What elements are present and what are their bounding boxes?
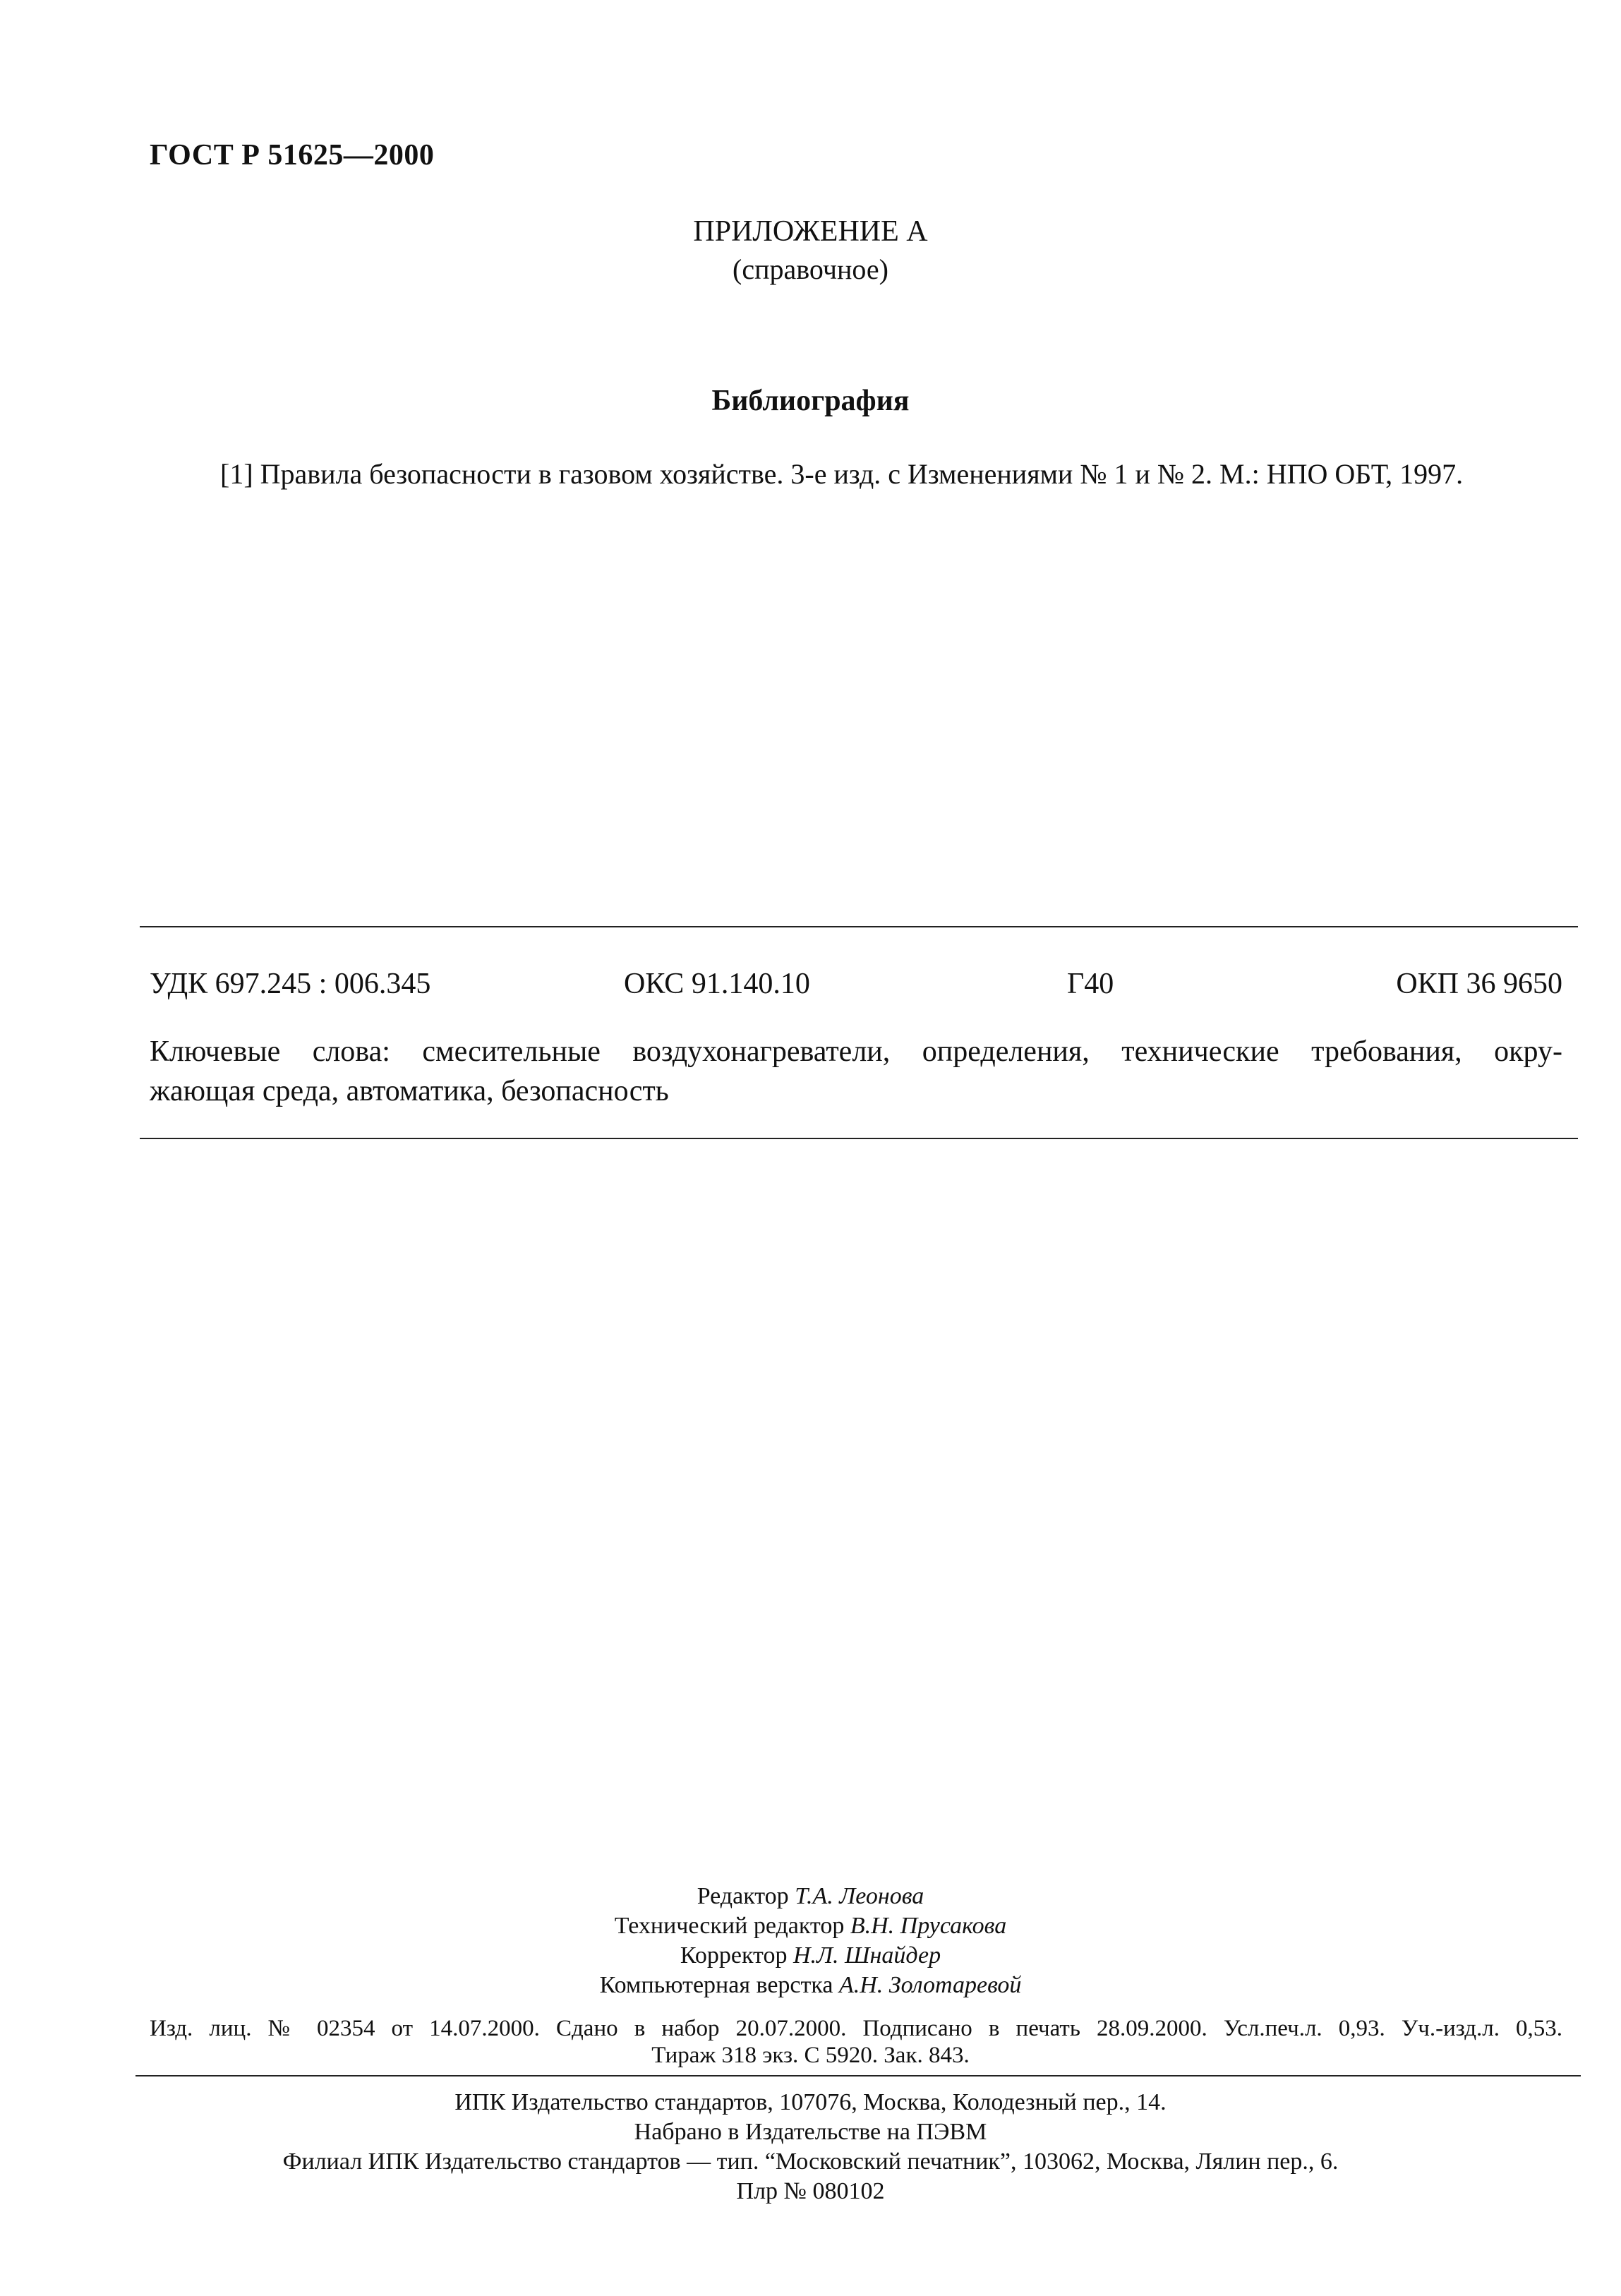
group-code: Г40 [1067, 968, 1114, 1000]
credit-editor-label: Редактор [697, 1883, 789, 1909]
divider-bottom [135, 2075, 1581, 2076]
divider-middle [140, 1138, 1578, 1139]
credit-tech-editor-label: Технический редактор [614, 1913, 845, 1939]
pub-print-sheets: Усл.печ.л. 0,93. [1223, 2016, 1385, 2041]
credit-layout-name: А.Н. Золотаревой [838, 1972, 1022, 1998]
keywords-line-1: Ключевые слова: смесительные воздухонагреватели, определения, технические требования, окру- [150, 1035, 1562, 1068]
bibliography-entry: [1] Правила безопасности в газовом хозяйстве. 3-е изд. с Изменениями № 1 и № 2. М.: НПО ОБТ, 1997. [220, 458, 1464, 490]
keywords [150, 1032, 1562, 1111]
appendix-title: ПРИЛОЖЕНИЕ А [693, 215, 928, 248]
pub-print-date: Подписано в печать 28.09.2000. [862, 2016, 1207, 2041]
udk-code: УДК 697.245 : 006.345 [150, 968, 431, 1000]
publication-info [150, 2016, 1562, 2042]
credit-editor-name: Т.А. Леонова [795, 1883, 924, 1909]
document-code: ГОСТ Р 51625—2000 [150, 139, 435, 172]
credit-tech-editor [0, 1911, 1621, 1941]
footer-line-2: Набрано в Издательстве на ПЭВМ [634, 2119, 987, 2145]
credit-editor [0, 1882, 1621, 1911]
credit-tech-editor-name: В.Н. Прусакова [850, 1913, 1007, 1939]
oks-code: ОКС 91.140.10 [624, 968, 810, 1000]
credit-corrector-label: Корректор [680, 1942, 788, 1969]
credit-corrector-name: Н.Л. Шнайдер [793, 1942, 941, 1969]
okp-code: ОКП 36 9650 [1396, 968, 1562, 1000]
footer-line-1: ИПК Издательство стандартов, 107076, Москва, Колодезный пер., 14. [454, 2089, 1167, 2115]
pub-set-date: Сдано в набор 20.07.2000. [556, 2016, 847, 2041]
credit-layout-label: Компьютерная верстка [599, 1972, 833, 1998]
credit-corrector [0, 1941, 1621, 1971]
pub-license: Изд. лиц. № 02354 от 14.07.2000. [150, 2016, 540, 2041]
pub-edit-sheets: Уч.-изд.л. 0,53. [1401, 2016, 1563, 2041]
bibliography-title: Библиография [711, 385, 910, 417]
keywords-line-2: жающая среда, автоматика, безопасность [150, 1075, 669, 1107]
print-run: Тираж 318 экз. С 5920. Зак. 843. [651, 2043, 970, 2068]
credit-layout [0, 1971, 1621, 2000]
divider-top [140, 926, 1578, 927]
appendix-subtitle: (справочное) [733, 253, 888, 285]
footer-line-4: Плр № 080102 [736, 2178, 885, 2204]
footer-line-3: Филиал ИПК Издательство стандартов — тип. “Московский печатник”, 103062, Москва, Лялин пер., 6. [282, 2148, 1339, 2175]
publisher-footer [0, 2088, 1621, 2206]
credits-block [0, 1882, 1621, 2000]
